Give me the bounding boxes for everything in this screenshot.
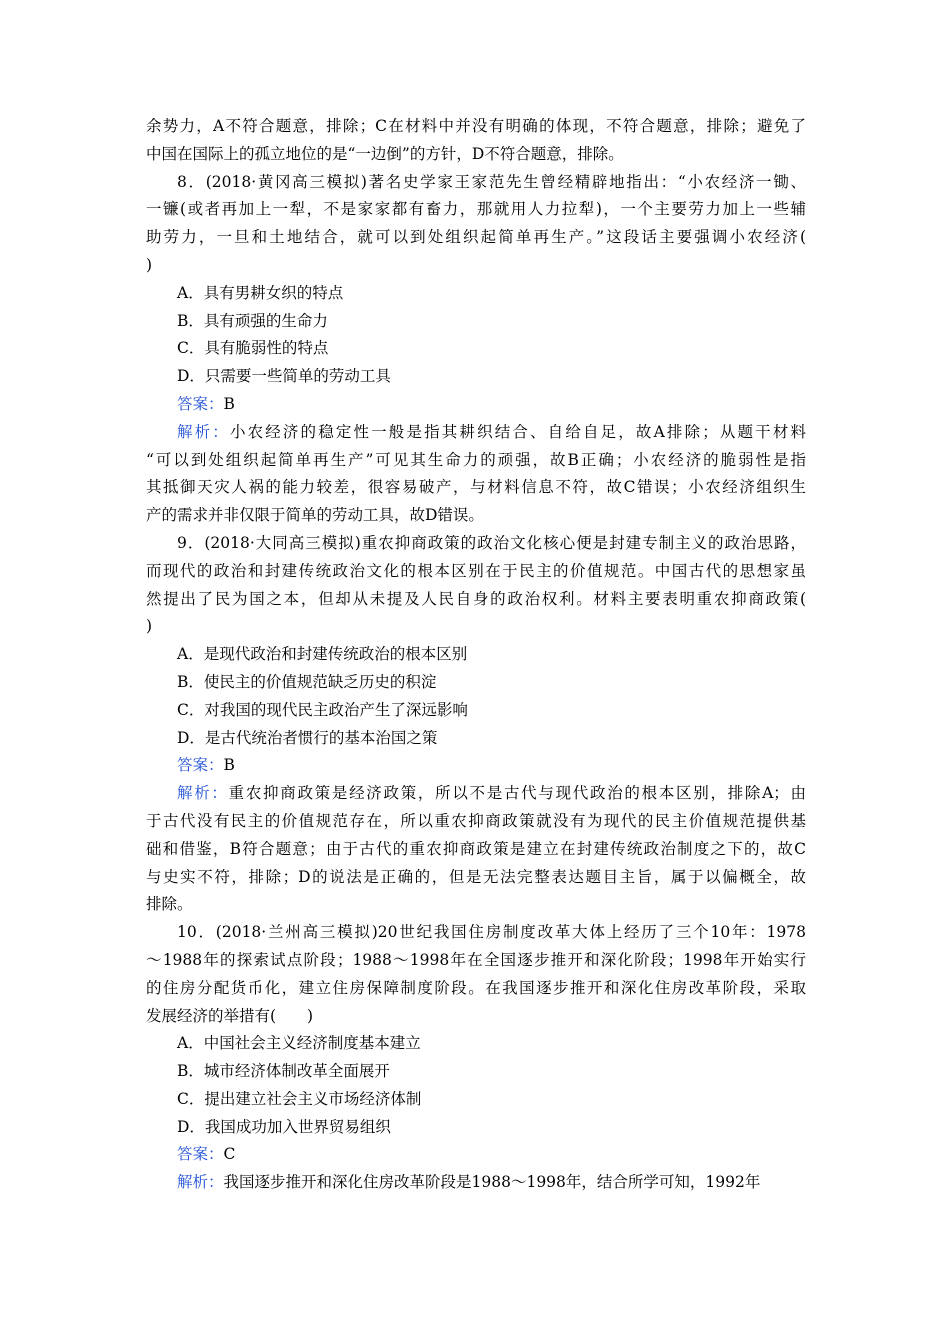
option-d: D．只需要一些简单的劳动工具 [177,367,391,386]
analysis-label: 解析： [177,422,230,441]
answer-label: 答案： [177,1145,224,1164]
question-stem-line: 9．(2018·大同高三模拟)重农抑商政策的政治文化核心便是封建专制主义的政治思路， [177,533,806,552]
question-stem-line: ) [146,255,153,274]
analysis-line [146,1169,806,1197]
answer-line [146,1141,806,1169]
answer-value: C [223,1145,236,1164]
answer-value: B [223,394,235,413]
question-stem-line: 而现代的政治和封建传统政治文化的根本区别在于民主的价值规范。中国古代的思想家虽 [146,561,806,580]
option-b: B．城市经济体制改革全面展开 [177,1062,390,1081]
question-stem-line: 10．(2018·兰州高三模拟)20世纪我国住房制度改革大体上经历了三个10年：1978 [177,923,806,942]
question-stem-line: 的住房分配货币化，建立住房保障制度阶段。在我国逐步推开和深化住房改革阶段，采取 [146,978,806,997]
analysis-label: 解析： [177,784,229,803]
answer-line [146,391,806,419]
question-9 [146,530,806,919]
question-stem-line: ) [146,617,153,636]
question-10 [146,919,806,1197]
analysis-line [146,780,806,808]
option-c: C．具有脆弱性的特点 [177,339,329,358]
analysis-line [146,419,806,447]
analysis-continuation-line: 余势力，A不符合题意，排除；C在材料中并没有明确的体现，不符合题意，排除；避免了 [146,117,806,135]
option-c: C．对我国的现代民主政治产生了深远影响 [177,700,468,719]
analysis-continuation-line: 中国在国际上的孤立地位的是“一边倒”的方针，D不符合题意，排除。 [146,144,624,163]
analysis-line: 产的需求并非仅限于简单的劳动工具，故D错误。 [146,506,484,525]
answer-label: 答案： [177,756,224,775]
option-a: A．中国社会主义经济制度基本建立 [177,1034,421,1053]
question-stem-line: 发展经济的举措有( ) [146,1006,314,1025]
question-stem-line: ～1988年的探索试点阶段；1988～1998年在全国逐步推开和深化阶段；1998年开始实行 [146,950,806,969]
option-a: A．是现代政治和封建传统政治的根本区别 [177,645,468,664]
option-a: A．具有男耕女织的特点 [177,283,344,302]
analysis-line: 于古代没有民主的价值规范存在，所以重农抑商政策就没有为现代的民主价值规范提供基 [146,811,806,830]
option-b: B．使民主的价值规范缺乏历史的积淀 [177,672,437,691]
answer-label: 答案： [177,394,224,413]
analysis-line: “可以到处组织起简单再生产”可见其生命力的顽强，故B正确；小农经济的脆弱性是指 [146,450,806,469]
option-c: C．提出建立社会主义市场经济体制 [177,1089,422,1108]
analysis-line: 础和借鉴，B符合题意；由于古代的重农抑商政策是建立在封建传统政治制度之下的，故C [146,839,806,858]
analysis-text: 重农抑商政策是经济政策，所以不是古代与现代政治的根本区别，排除A；由 [228,784,806,803]
question-stem-line: 8．(2018·黄冈高三模拟)著名史学家王家范先生曾经精辟地指出：“小农经济一锄、 [177,172,806,191]
analysis-line: 与史实不符，排除；D的说法是正确的，但是无法完整表达题目主旨，属于以偏概全，故 [146,867,806,886]
question-stem-line: 一镰(或者再加上一犁，不是家家都有畜力，那就用人力拉犁)，一个主要劳力加上一些辅 [146,200,806,219]
question-stem-line: 然提出了民为国之本，但却从未提及人民自身的政治权利。材料主要表明重农抑商政策( [146,589,806,608]
option-d: D．是古代统治者惯行的基本治国之策 [177,728,438,747]
answer-value: B [223,756,235,775]
question-8 [146,169,806,530]
analysis-text: 小农经济的稳定性一般是指其耕织结合、自给自足，故A排除；从题干材料 [229,422,806,441]
question-stem-line: 助劳力，一旦和土地结合，就可以到处组织起简单再生产。”这段话主要强调小农经济( [146,228,806,247]
option-b: B．具有顽强的生命力 [177,311,328,330]
option-d: D．我国成功加入世界贸易组织 [177,1117,391,1136]
analysis-label: 解析： [177,1173,224,1192]
analysis-line: 其抵御天灾人祸的能力较差，很容易破产，与材料信息不符，故C错误；小农经济组织生 [146,478,806,497]
document-page [146,113,806,1197]
answer-line [146,752,806,780]
analysis-line: 排除。 [146,895,193,914]
analysis-text: 我国逐步推开和深化住房改革阶段是1988～1998年，结合所学可知，1992年 [223,1173,761,1192]
